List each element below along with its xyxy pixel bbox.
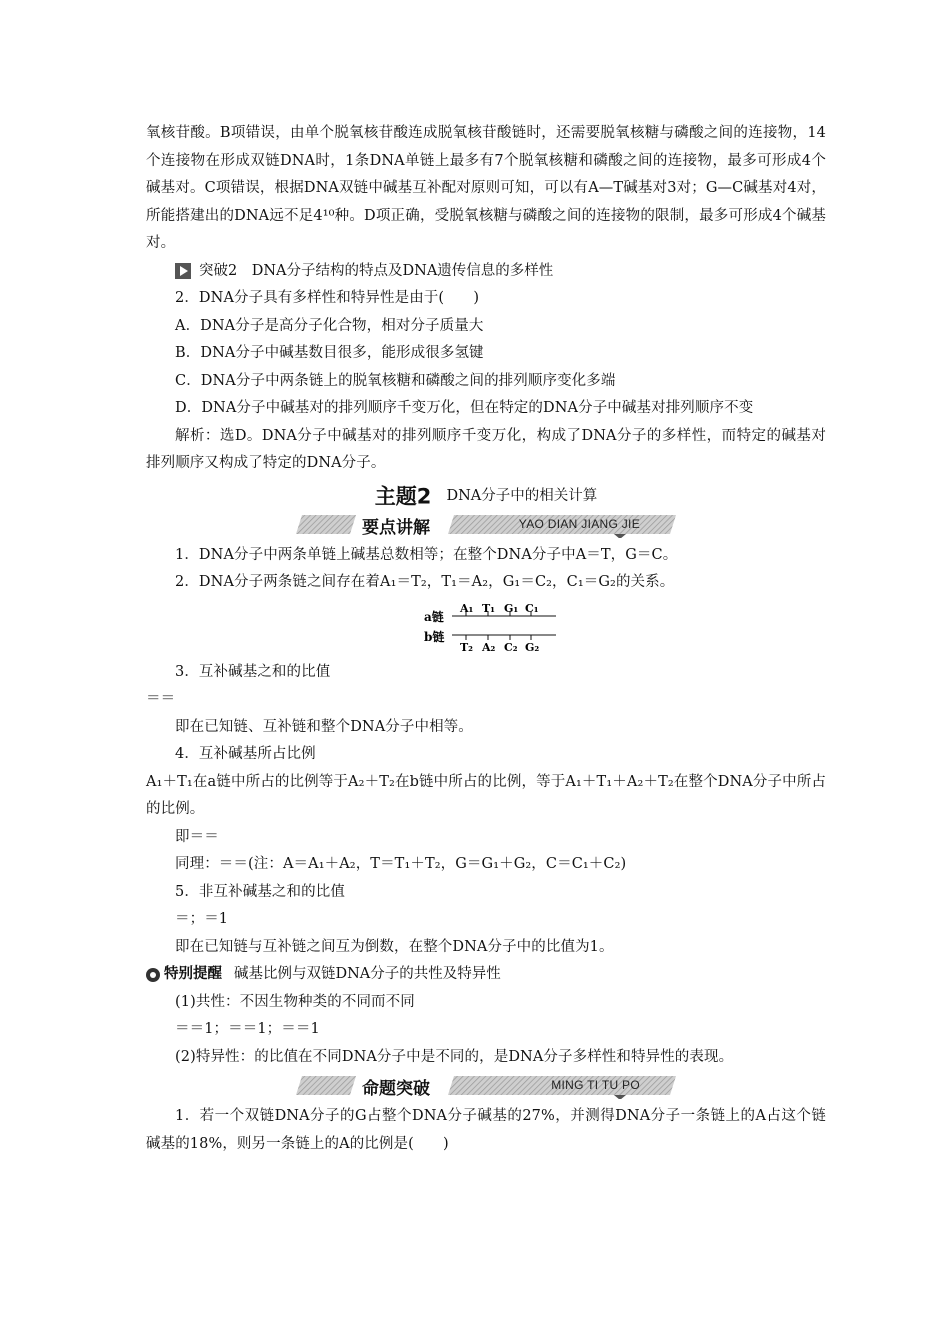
- analysis: 解析：选D。DNA分子中碱基对的排列顺序千变万化，构成了DNA分子的多样性，而特定的碱基对排列顺序又构成了特定的DNA分子。: [146, 427, 826, 471]
- special-reminder: [146, 961, 826, 989]
- point-5-description: 即在已知链与互补链之间互为倒数，在整个DNA分子中的比值为1。: [175, 938, 614, 955]
- topic-title: DNA分子中的相关计算: [446, 488, 598, 504]
- point-3-equation: ＝＝: [146, 691, 176, 707]
- point-3-description: 即在已知链、互补链和整个DNA分子中相等。: [175, 718, 473, 735]
- commonality-equation: ＝＝1；＝＝1；＝＝1: [175, 1021, 320, 1037]
- point-3: 3．互补碱基之和的比值: [175, 663, 331, 680]
- base-bottom-2: A₂: [482, 640, 496, 653]
- point-5-equation: ＝；＝1: [175, 911, 229, 927]
- breakthrough-label: 突破2 DNA分子结构的特点及DNA遗传信息的多样性: [199, 262, 554, 279]
- play-icon: [175, 263, 191, 279]
- question-stem: 2．DNA分子具有多样性和特异性是由于( ): [175, 290, 480, 306]
- b-chain-label: b链: [424, 629, 445, 644]
- point-4-same: 同理：＝＝(注：A＝A₁＋A₂，T＝T₁＋T₂，G＝G₁＋G₂，C＝C₁＋C₂): [175, 856, 627, 872]
- document-page: [146, 120, 826, 1158]
- banner-title: 要点讲解: [362, 517, 430, 538]
- base-bottom-1: T₂: [460, 640, 474, 653]
- point-1: 1．DNA分子中两条单链上碱基总数相等；在整个DNA分子中A＝T，G＝C。: [175, 546, 678, 563]
- base-top-2: T₁: [482, 601, 496, 615]
- base-pairing-diagram: [146, 601, 826, 653]
- breakthrough-header: [146, 258, 826, 286]
- point-5: 5．非互补碱基之和的比值: [175, 883, 345, 900]
- point-4-equation: 即＝＝: [175, 828, 219, 845]
- reminder-title: 碱基比例与双链DNA分子的共性及特异性: [234, 966, 501, 982]
- option-b: B．DNA分子中碱基数目很多，能形成很多氢键: [175, 345, 484, 361]
- point-4: 4．互补碱基所占比例: [175, 746, 316, 762]
- section-banner-key-points: [296, 512, 676, 538]
- base-top-3: G₁: [504, 601, 519, 615]
- reminder-label: 特别提醒: [164, 966, 222, 982]
- point-4-description: A₁＋T₁在a链中所占的比例等于A₂＋T₂在b链中所占的比例，等于A₁＋T₁＋A₂＋T₂在整个DNA分子中所占的比例。: [146, 773, 826, 817]
- point-2: 2．DNA分子两条链之间存在着A₁＝T₂，T₁＝A₂，G₁＝C₂，C₁＝G₂的关系。: [175, 574, 675, 590]
- base-bottom-3: C₂: [504, 640, 518, 653]
- commonality: (1)共性：不因生物种类的不同而不同: [175, 993, 415, 1010]
- question-1-stem: 1．若一个双链DNA分子的G占整个DNA分子碱基的27%，并测得DNA分子一条链上的A占这个链碱基的18%，则另一条链上的A的比例是( ): [146, 1108, 826, 1152]
- specificity: (2)特异性：的比值在不同DNA分子中是不同的，是DNA分子多样性和特异性的表现。: [175, 1048, 734, 1065]
- topic-heading: [146, 482, 826, 510]
- a-chain-label: a链: [424, 609, 444, 624]
- option-d: D．DNA分子中碱基对的排列顺序千变万化，但在特定的DNA分子中碱基对排列顺序不变: [175, 400, 754, 416]
- option-a: A．DNA分子是高分子化合物，相对分子质量大: [175, 317, 484, 334]
- banner-pinyin-2: MING TI TU PO: [551, 1078, 640, 1092]
- base-top-4: C₁: [525, 601, 539, 615]
- option-c: C．DNA分子中两条链上的脱氧核糖和磷酸之间的排列顺序变化多端: [175, 372, 616, 389]
- base-top-1: A₁: [460, 601, 474, 615]
- base-bottom-4: G₂: [525, 640, 540, 653]
- reminder-icon: [146, 968, 160, 982]
- top-paragraph: 氧核苷酸。B项错误，由单个脱氧核苷酸连成脱氧核苷酸链时，还需要脱氧核糖与磷酸之间的连接物，14个连接物在形成双链DNA时，1条DNA单链上最多有7个脱氧核糖和磷酸之间的连接物，最多可形成4个碱基对。C项错误，根据DNA双链中碱基互补配对原则可知，可以有A—T碱基对3对；G—C碱基对4对，所能搭建出的DNA远不足4¹⁰种。D项正确，受脱氧核糖与磷酸之间的连接物的限制，最多可形成4个碱基对。: [146, 125, 826, 251]
- topic-number: 主题2: [374, 484, 432, 508]
- banner-title-2: 命题突破: [362, 1079, 430, 1099]
- banner-pinyin: YAO DIAN JIANG JIE: [518, 516, 640, 531]
- section-banner-question-breakthrough: [296, 1073, 676, 1099]
